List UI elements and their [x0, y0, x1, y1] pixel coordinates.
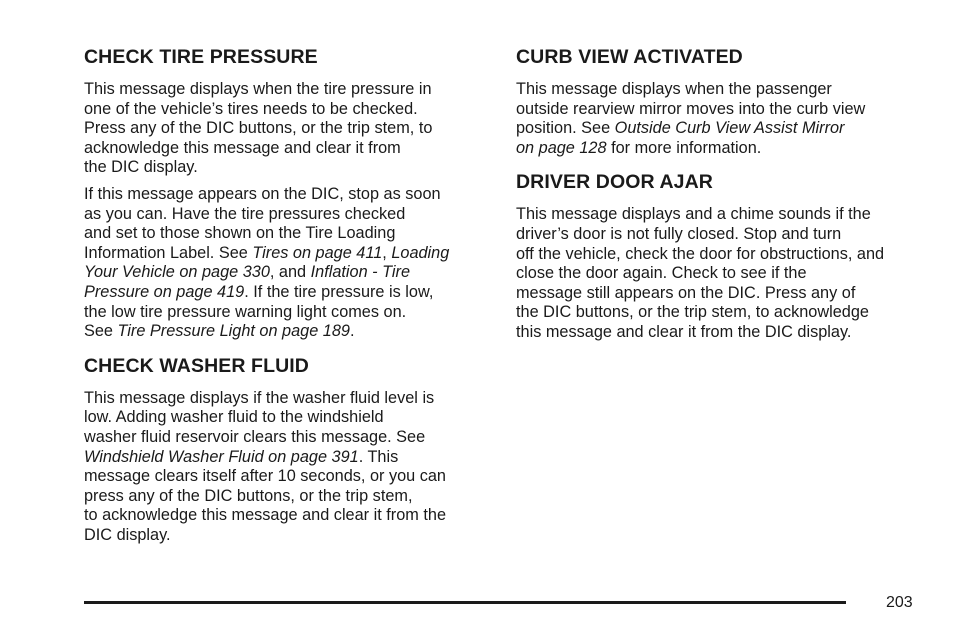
- section-heading: CHECK WASHER FLUID: [84, 354, 309, 377]
- text-run: This message displays and a chime sounds if the: [516, 205, 871, 224]
- text-run: message still appears on the DIC. Press any of: [516, 283, 856, 302]
- paragraph: [516, 205, 926, 342]
- text-line: [84, 283, 494, 303]
- text-line: [84, 139, 494, 159]
- paragraph: [84, 185, 494, 342]
- text-run: press any of the DIC buttons, or the trip stem,: [84, 486, 413, 505]
- text-run: message clears itself after 10 seconds, or you can: [84, 467, 446, 486]
- cross-reference: Tires on page 411: [252, 243, 383, 262]
- text-run: as you can. Have the tire pressures checked: [84, 204, 406, 223]
- text-run: the DIC buttons, or the trip stem, to acknowledge: [516, 303, 869, 322]
- text-run: Information Label. See: [84, 243, 253, 262]
- text-line: [516, 264, 926, 284]
- text-run: . If the tire pressure is low,: [244, 282, 434, 301]
- text-line: [516, 245, 926, 265]
- text-line: [84, 158, 494, 178]
- paragraph: [84, 80, 494, 178]
- text-run: DIC display.: [84, 525, 171, 544]
- right-column: [516, 45, 926, 355]
- text-run: acknowledge this message and clear it from: [84, 138, 401, 157]
- text-line: [516, 139, 926, 159]
- cross-reference: Windshield Washer Fluid on page 391: [84, 447, 359, 466]
- text-line: [84, 448, 494, 468]
- text-line: [84, 467, 494, 487]
- text-line: [84, 185, 494, 205]
- left-column: [84, 45, 494, 557]
- text-line: [84, 389, 494, 409]
- text-line: [84, 119, 494, 139]
- cross-reference: on page 128: [516, 138, 607, 157]
- text-run: off the vehicle, check the door for obstructions, and: [516, 244, 885, 263]
- text-line: [84, 244, 494, 264]
- paragraph: [516, 80, 926, 158]
- text-line: [84, 303, 494, 323]
- cross-reference: Loading: [391, 243, 450, 262]
- cross-reference: Outside Curb View Assist Mirror: [614, 119, 845, 138]
- text-run: outside rearview mirror moves into the curb view: [516, 99, 866, 118]
- text-line: [516, 80, 926, 100]
- text-run: and set to those shown on the Tire Loading: [84, 224, 396, 243]
- section: [516, 45, 926, 158]
- section-heading: CURB VIEW ACTIVATED: [516, 46, 743, 68]
- cross-reference: Pressure on page 419: [84, 282, 245, 301]
- text-run: This message displays when the tire pressure in: [84, 80, 432, 98]
- text-run: .: [349, 322, 355, 341]
- text-line: [516, 284, 926, 304]
- section-heading: CHECK TIRE PRESSURE: [84, 46, 318, 68]
- section: [84, 45, 494, 342]
- text-line: [84, 322, 494, 342]
- text-run: the DIC display.: [84, 158, 198, 177]
- text-line: [516, 100, 926, 120]
- text-run: This message displays when the passenger: [516, 80, 832, 98]
- text-line: [84, 526, 494, 546]
- cross-reference: Inflation - Tire: [310, 263, 411, 282]
- text-run: , and: [269, 263, 311, 282]
- text-line: [84, 100, 494, 120]
- section-heading: DRIVER DOOR AJAR: [516, 171, 713, 194]
- text-run: position. See: [516, 119, 615, 138]
- cross-reference: Your Vehicle on page 330: [84, 263, 270, 282]
- text-line: [84, 408, 494, 428]
- text-run: washer fluid reservoir clears this message. See: [84, 427, 426, 446]
- text-run: the low tire pressure warning light comes on.: [84, 302, 407, 321]
- section: [84, 354, 494, 546]
- section: [516, 170, 926, 342]
- text-run: low. Adding washer fluid to the windshield: [84, 408, 384, 427]
- text-line: [84, 263, 494, 283]
- text-run: driver’s door is not fully closed. Stop and turn: [516, 224, 842, 243]
- text-run: one of the vehicle’s tires needs to be checked.: [84, 99, 418, 118]
- page-number: 203: [886, 594, 913, 611]
- paragraph: [84, 389, 494, 546]
- text-line: [84, 80, 494, 100]
- text-run: If this message appears on the DIC, stop as soon: [84, 184, 441, 203]
- text-run: this message and clear it from the DIC display.: [516, 322, 852, 341]
- text-run: . This: [358, 447, 399, 466]
- text-line: [516, 303, 926, 323]
- text-run: Press any of the DIC buttons, or the trip stem, to: [84, 119, 433, 138]
- text-line: [516, 225, 926, 245]
- text-line: [84, 224, 494, 244]
- text-line: [516, 323, 926, 343]
- text-run: for more information.: [606, 138, 762, 157]
- footer-rule: [84, 601, 846, 604]
- text-line: [84, 506, 494, 526]
- text-run: to acknowledge this message and clear it from the: [84, 506, 446, 525]
- text-line: [84, 487, 494, 507]
- text-line: [516, 119, 926, 139]
- text-run: close the door again. Check to see if the: [516, 264, 807, 283]
- text-line: [516, 205, 926, 225]
- cross-reference: Tire Pressure Light on page 189: [117, 322, 350, 341]
- text-run: See: [84, 322, 118, 341]
- text-run: ,: [382, 243, 392, 262]
- text-line: [84, 205, 494, 225]
- text-run: This message displays if the washer fluid level is: [84, 388, 435, 407]
- text-line: [84, 428, 494, 448]
